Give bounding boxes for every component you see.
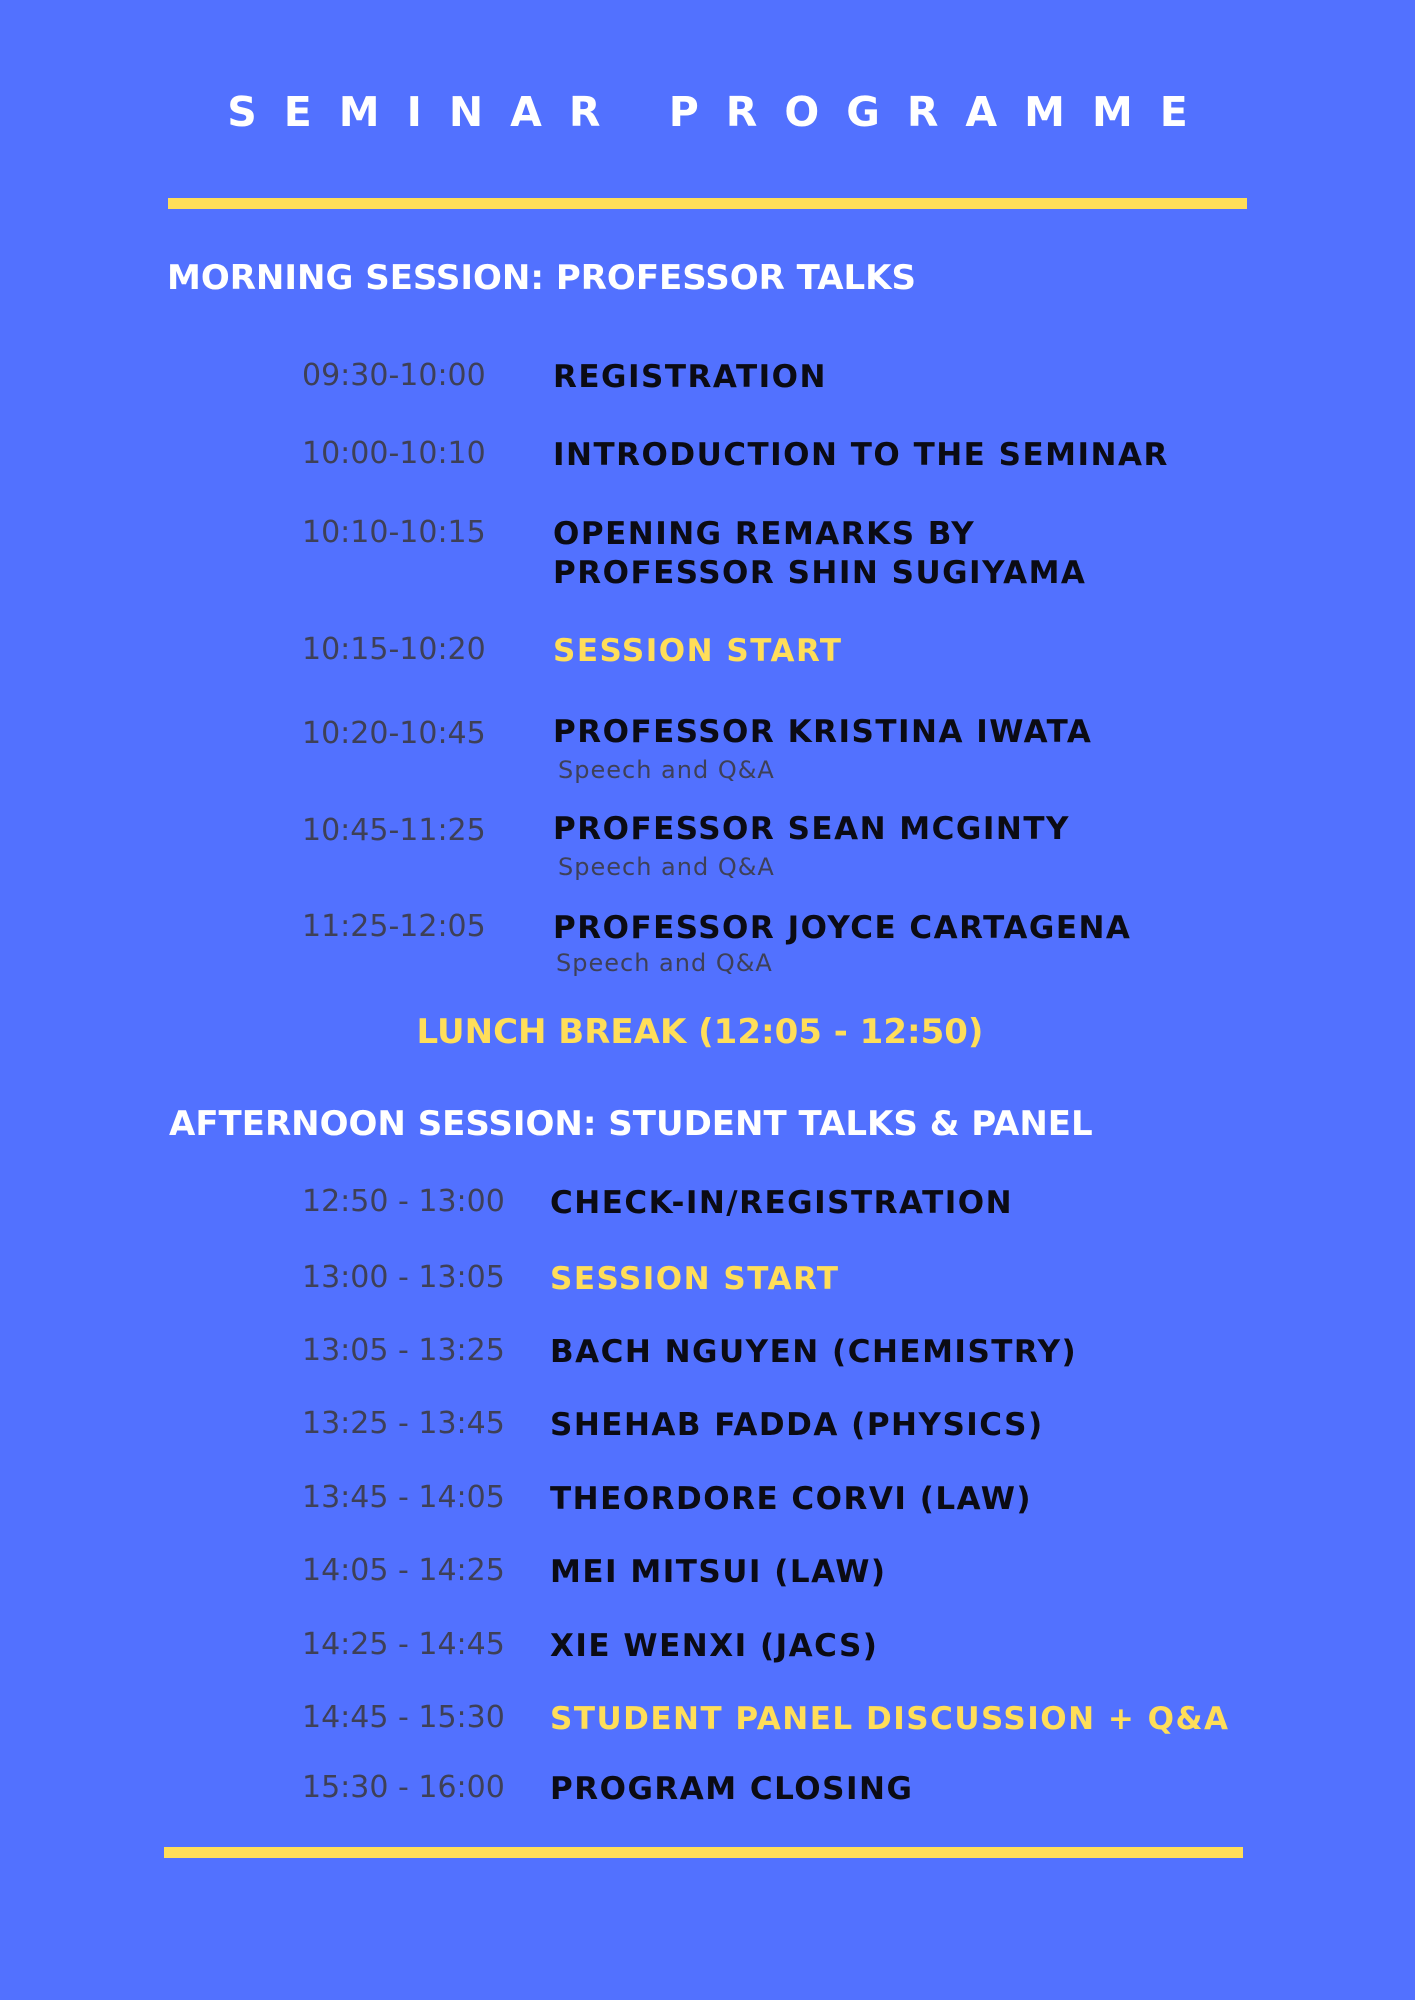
schedule-item-subtitle: Speech and Q&A xyxy=(558,756,775,784)
lunch-break: LUNCH BREAK (12:05 - 12:50) xyxy=(416,1012,984,1052)
schedule-item: PROFESSOR SEAN MCGINTY xyxy=(553,811,1070,847)
schedule-item: OPENING REMARKS BY PROFESSOR SHIN SUGIYAMA xyxy=(553,516,1087,591)
schedule-item: CHECK-IN/REGISTRATION xyxy=(550,1185,1014,1221)
bottom-divider xyxy=(164,1847,1243,1858)
schedule-item: BACH NGUYEN (CHEMISTRY) xyxy=(550,1334,1078,1370)
schedule-time: 10:10-10:15 xyxy=(302,515,486,550)
schedule-time: 10:45-11:25 xyxy=(302,813,486,848)
schedule-time: 13:45 - 14:05 xyxy=(302,1480,505,1515)
top-divider xyxy=(168,198,1247,209)
schedule-item-highlight: SESSION START xyxy=(553,633,843,669)
schedule-item: SHEHAB FADDA (PHYSICS) xyxy=(550,1407,1044,1443)
schedule-time: 13:05 - 13:25 xyxy=(302,1333,505,1368)
schedule-time: 10:00-10:10 xyxy=(302,436,486,471)
schedule-item-highlight: SESSION START xyxy=(550,1261,840,1297)
schedule-time: 14:45 - 15:30 xyxy=(302,1700,505,1735)
schedule-time: 10:15-10:20 xyxy=(302,632,486,667)
schedule-item: MEI MITSUI (LAW) xyxy=(550,1554,887,1590)
schedule-time: 09:30-10:00 xyxy=(302,358,486,393)
schedule-time: 10:20-10:45 xyxy=(302,716,486,751)
schedule-item-subtitle: Speech and Q&A xyxy=(556,949,773,977)
schedule-item: PROFESSOR JOYCE CARTAGENA xyxy=(553,910,1132,946)
schedule-item-highlight: STUDENT PANEL DISCUSSION + Q&A xyxy=(550,1701,1230,1737)
schedule-item-subtitle: Speech and Q&A xyxy=(558,853,775,881)
schedule-item: REGISTRATION xyxy=(553,359,827,395)
schedule-time: 13:25 - 13:45 xyxy=(302,1406,505,1441)
schedule-item: XIE WENXI (JACS) xyxy=(550,1628,879,1664)
schedule-item: PROGRAM CLOSING xyxy=(550,1771,914,1807)
schedule-item: INTRODUCTION TO THE SEMINAR xyxy=(553,437,1169,473)
page-title: SEMINAR PROGRAMME xyxy=(227,88,1215,136)
afternoon-session-heading: AFTERNOON SESSION: STUDENT TALKS & PANEL xyxy=(169,1104,1093,1144)
schedule-item: THEORDORE CORVI (LAW) xyxy=(550,1481,1033,1517)
schedule-time: 14:05 - 14:25 xyxy=(302,1553,505,1588)
schedule-time: 13:00 - 13:05 xyxy=(302,1260,505,1295)
schedule-time: 14:25 - 14:45 xyxy=(302,1627,505,1662)
morning-session-heading: MORNING SESSION: PROFESSOR TALKS xyxy=(167,258,917,298)
schedule-time: 11:25-12:05 xyxy=(302,909,486,944)
schedule-time: 15:30 - 16:00 xyxy=(302,1770,505,1805)
schedule-item: PROFESSOR KRISTINA IWATA xyxy=(553,714,1093,750)
schedule-time: 12:50 - 13:00 xyxy=(302,1184,505,1219)
